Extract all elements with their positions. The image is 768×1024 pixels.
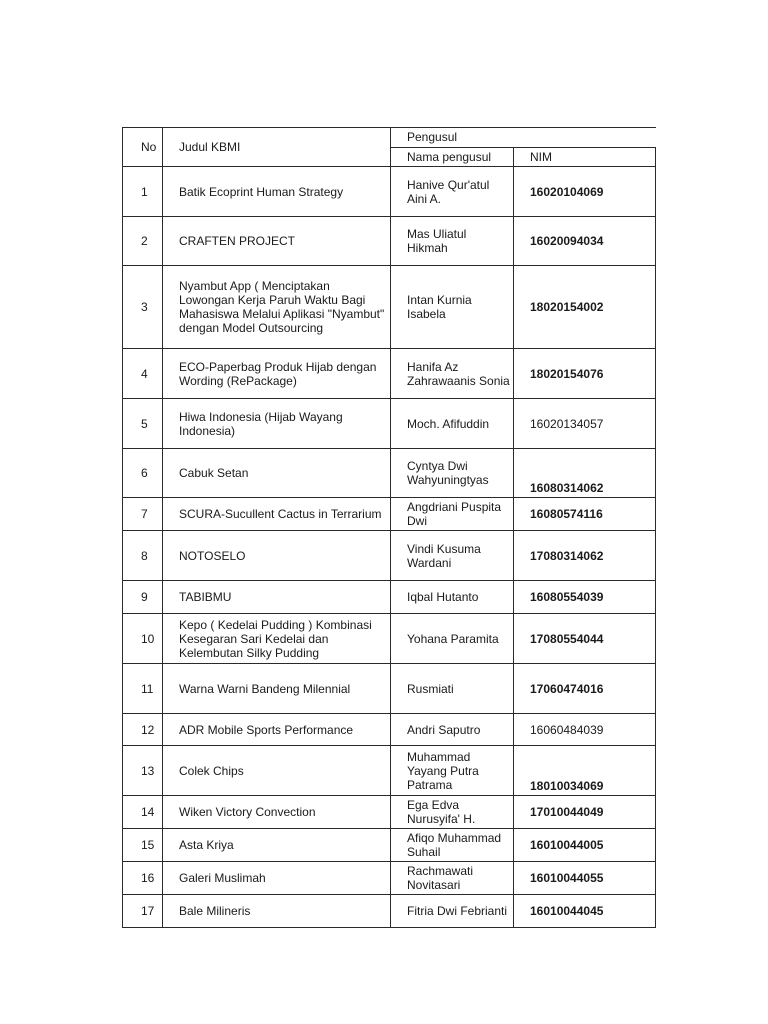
row-no: 2 (123, 217, 163, 266)
row-no: 14 (123, 796, 163, 829)
row-nama: Iqbal Hutanto (391, 581, 514, 614)
row-judul: Colek Chips (163, 746, 391, 796)
row-nim: 16020094034 (514, 217, 656, 266)
row-nim: 17080314062 (514, 531, 656, 581)
row-nama: Yohana Paramita (391, 614, 514, 664)
header-row-top (123, 128, 656, 148)
row-nama: Andri Saputro (391, 714, 514, 746)
header-no: No (123, 128, 163, 167)
row-nama: Hanive Qur'atul Aini A. (391, 167, 514, 217)
table-row (123, 399, 656, 449)
row-nim: 16060484039 (514, 714, 656, 746)
row-nama: Cyntya Dwi Wahyuningtyas (391, 449, 514, 498)
row-no: 13 (123, 746, 163, 796)
table-row (123, 614, 656, 664)
row-nim: 16010044055 (514, 862, 656, 895)
row-no: 10 (123, 614, 163, 664)
row-nim: 17010044049 (514, 796, 656, 829)
table-row (123, 664, 656, 714)
row-no: 7 (123, 498, 163, 531)
row-no: 15 (123, 829, 163, 862)
row-no: 8 (123, 531, 163, 581)
row-no: 16 (123, 862, 163, 895)
row-nim: 18020154002 (514, 266, 656, 349)
table-row (123, 796, 656, 829)
row-no: 4 (123, 349, 163, 399)
row-judul: Wiken Victory Convection (163, 796, 391, 829)
row-no: 17 (123, 895, 163, 928)
row-judul: NOTOSELO (163, 531, 391, 581)
header-pengusul: Pengusul (391, 128, 656, 148)
row-nim: 16010044045 (514, 895, 656, 928)
table-row (123, 498, 656, 531)
row-no: 9 (123, 581, 163, 614)
row-judul: ECO-Paperbag Produk Hijab dengan Wording (RePackage) (163, 349, 391, 399)
table-row (123, 217, 656, 266)
kbmi-table (122, 127, 656, 928)
table-row (123, 531, 656, 581)
row-no: 1 (123, 167, 163, 217)
row-nim: 16080314062 (514, 449, 656, 498)
header-judul: Judul KBMI (163, 128, 391, 167)
table-row (123, 714, 656, 746)
table-row (123, 349, 656, 399)
row-nama: Afiqo Muhammad Suhail (391, 829, 514, 862)
row-judul: Bale Milineris (163, 895, 391, 928)
row-nim: 18020154076 (514, 349, 656, 399)
table-row (123, 266, 656, 349)
row-no: 12 (123, 714, 163, 746)
row-judul: Kepo ( Kedelai Pudding ) Kombinasi Kesegaran Sari Kedelai dan Kelembutan Silky Pudding (163, 614, 391, 664)
header-nim: NIM (514, 148, 656, 167)
row-nama: Hanifa Az Zahrawaanis Sonia (391, 349, 514, 399)
row-nama: Rachmawati Novitasari (391, 862, 514, 895)
row-judul: Cabuk Setan (163, 449, 391, 498)
row-nama: Mas Uliatul Hikmah (391, 217, 514, 266)
header-nama: Nama pengusul (391, 148, 514, 167)
row-no: 3 (123, 266, 163, 349)
table-row (123, 895, 656, 928)
row-nama: Angdriani Puspita Dwi (391, 498, 514, 531)
row-nim: 17080554044 (514, 614, 656, 664)
row-no: 11 (123, 664, 163, 714)
row-nama: Muhammad Yayang Putra Patrama (391, 746, 514, 796)
row-nama: Fitria Dwi Febrianti (391, 895, 514, 928)
row-judul: TABIBMU (163, 581, 391, 614)
row-judul: Galeri Muslimah (163, 862, 391, 895)
row-judul: Asta Kriya (163, 829, 391, 862)
table-row (123, 581, 656, 614)
row-nim: 16080574116 (514, 498, 656, 531)
row-no: 5 (123, 399, 163, 449)
table-row (123, 167, 656, 217)
row-nim: 16080554039 (514, 581, 656, 614)
row-nama: Moch. Afifuddin (391, 399, 514, 449)
table-row (123, 449, 656, 498)
row-nim: 16020134057 (514, 399, 656, 449)
table-row (123, 862, 656, 895)
row-nama: Rusmiati (391, 664, 514, 714)
row-judul: Hiwa Indonesia (Hijab Wayang Indonesia) (163, 399, 391, 449)
row-nim: 16010044005 (514, 829, 656, 862)
row-judul: Nyambut App ( Menciptakan Lowongan Kerja Paruh Waktu Bagi Mahasiswa Melalui Aplikasi "Nyambut" dengan Model Outsourcing (163, 266, 391, 349)
row-judul: SCURA-Sucullent Cactus in Terrarium (163, 498, 391, 531)
row-judul: ADR Mobile Sports Performance (163, 714, 391, 746)
row-judul: Batik Ecoprint Human Strategy (163, 167, 391, 217)
table-row (123, 746, 656, 796)
table-row (123, 829, 656, 862)
row-nama: Vindi Kusuma Wardani (391, 531, 514, 581)
row-nim: 17060474016 (514, 664, 656, 714)
row-nama: Intan Kurnia Isabela (391, 266, 514, 349)
row-nama: Ega Edva Nurusyifa' H. (391, 796, 514, 829)
row-judul: Warna Warni Bandeng Milennial (163, 664, 391, 714)
row-no: 6 (123, 449, 163, 498)
row-nim: 16020104069 (514, 167, 656, 217)
row-nim: 18010034069 (514, 746, 656, 796)
row-judul: CRAFTEN PROJECT (163, 217, 391, 266)
